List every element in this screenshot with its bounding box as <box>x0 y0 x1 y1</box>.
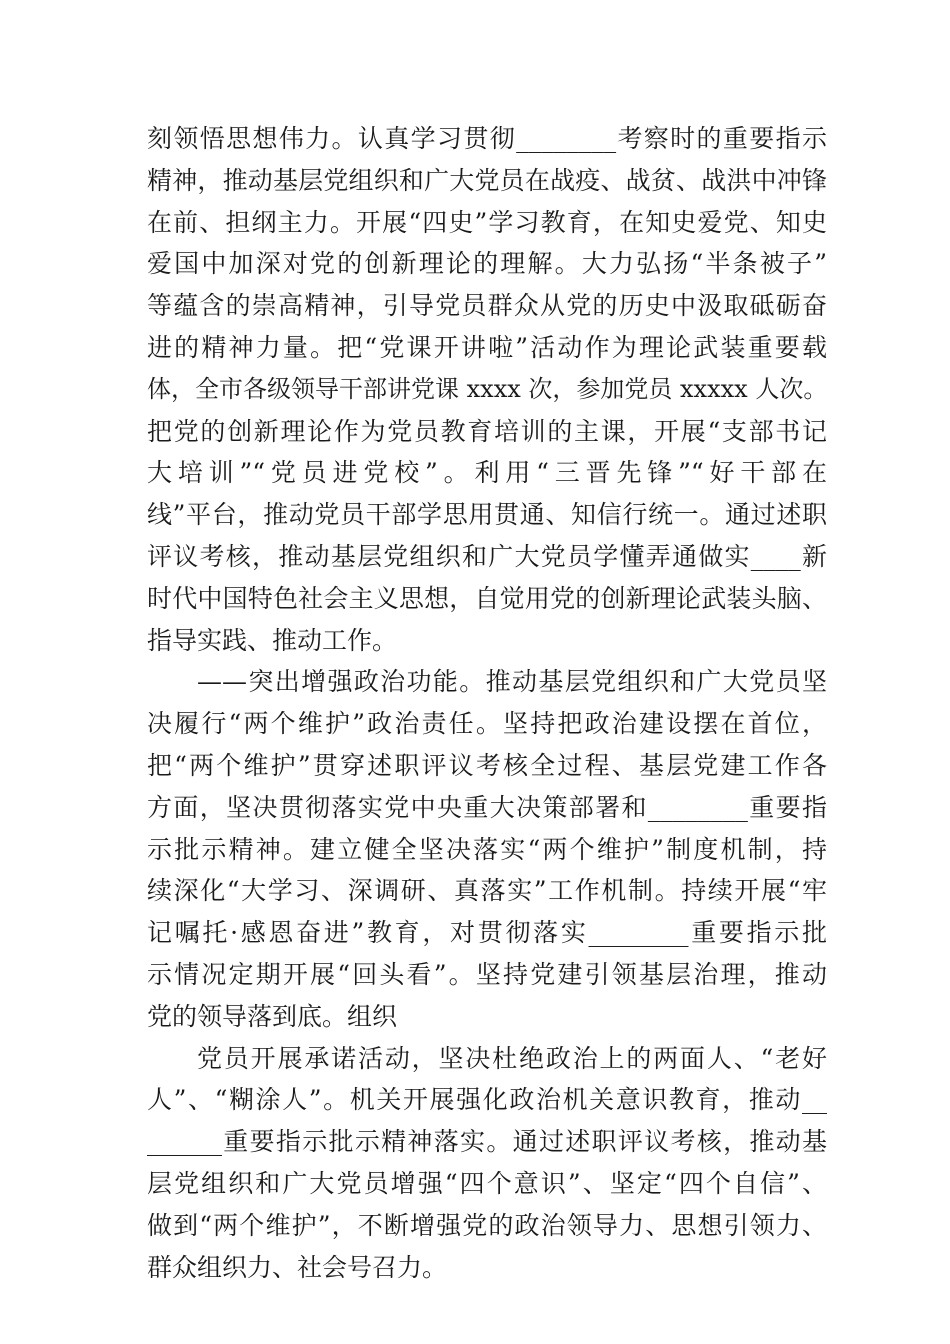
text-line: 评议考核，推动基层党组织和广大党员学懂弄通做实____新 <box>147 541 827 571</box>
text-line: 把“两个维护”贯穿述职评议考核全过程、基层党建工作各 <box>147 750 827 780</box>
text-line: 时代中国特色社会主义思想，自觉用党的创新理论武装头脑、 <box>147 583 827 613</box>
body-text <box>147 118 827 1288</box>
text-line: 方面，坚决贯彻落实党中央重大决策部署和________重要指 <box>147 792 827 822</box>
text-line: 大培训”“党员进党校”。利用“三晋先锋”“好干部在 <box>147 458 827 488</box>
text-line: 等蕴含的崇高精神，引导党员群众从党的历史中汲取砥砺奋 <box>147 291 827 321</box>
text-line: 体，全市各级领导干部讲党课 xxxx 次，参加党员 xxxxx 人次。 <box>147 374 828 403</box>
paragraph-lead-line: 党员开展承诺活动，坚决杜绝政治上的两面人、“老好 <box>197 1043 827 1073</box>
text-line: 把党的创新理论作为党员教育培训的主课，开展“支部书记 <box>147 416 827 446</box>
text-line: 精神，推动基层党组织和广大党员在战疫、战贫、战洪中冲锋 <box>147 165 827 195</box>
text-line: 在前、担纲主力。开展“四史”学习教育，在知史爱党、知史 <box>147 207 827 237</box>
text-line: 线”平台，推动党员干部学思用贯通、知信行统一。通过述职 <box>147 500 827 530</box>
text-line: 指导实践、推动工作。 <box>147 625 398 655</box>
text-line: 续深化“大学习、深调研、真落实”工作机制。持续开展“牢 <box>147 876 827 906</box>
text-line: 刻领悟思想伟力。认真学习贯彻________考察时的重要指示 <box>147 124 827 153</box>
text-line: 示批示精神。建立健全坚决落实“两个维护”制度机制，持 <box>147 834 827 864</box>
text-line: 决履行“两个维护”政治责任。坚持把政治建设摆在首位， <box>147 709 827 739</box>
text-line: 人”、“糊涂人”。机关开展强化政治机关意识教育，推动__ <box>147 1085 827 1115</box>
text-line: 示情况定期开展“回头看”。坚持党建引领基层治理，推动 <box>147 959 827 989</box>
text-line: 党的领导落到底。组织 <box>147 1001 398 1031</box>
text-line: 进的精神力量。把“党课开讲啦”活动作为理论武装重要载 <box>147 332 827 362</box>
section-lead-line: ——突出增强政治功能。推动基层党组织和广大党员坚 <box>197 667 827 697</box>
text-line: ______重要指示批示精神落实。通过述职评议考核，推动基 <box>147 1127 827 1157</box>
text-line: 做到“两个维护”，不断增强党的政治领导力、思想引领力、 <box>147 1210 827 1240</box>
text-line: 爱国中加深对党的创新理论的理解。大力弘扬“半条被子” <box>147 249 827 279</box>
text-line: 群众组织力、社会号召力。 <box>147 1252 448 1282</box>
text-line: 记嘱托·感恩奋进”教育，对贯彻落实________重要指示批 <box>147 918 827 948</box>
text-line: 层党组织和广大党员增强“四个意识”、坚定“四个自信”、 <box>147 1168 827 1198</box>
